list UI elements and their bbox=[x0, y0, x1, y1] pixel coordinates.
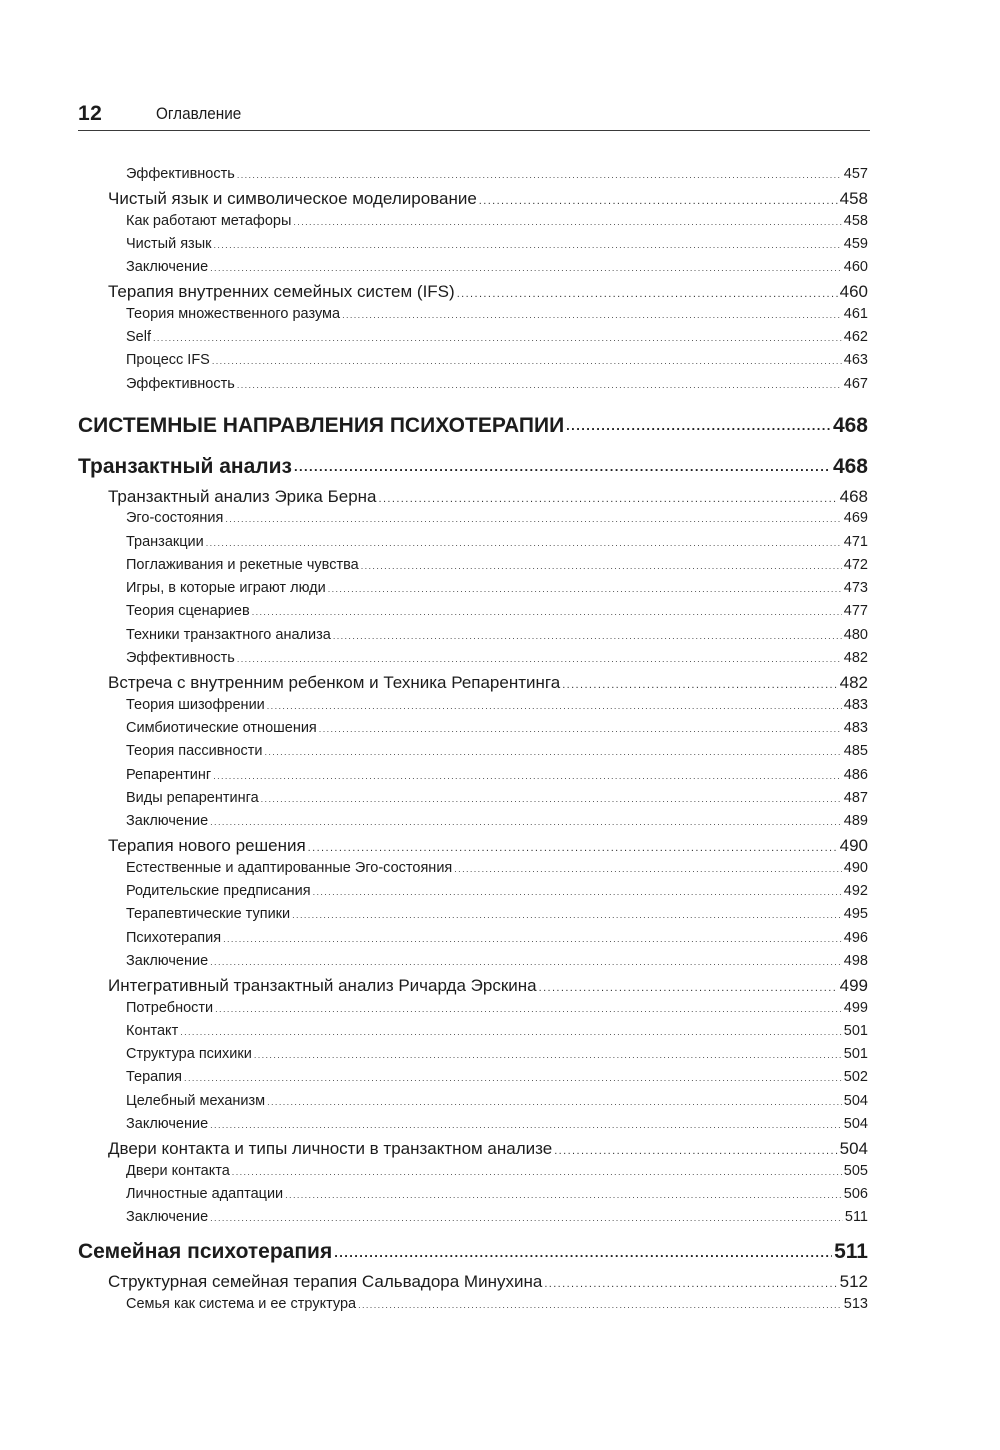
toc-entry-title: Чистый язык bbox=[126, 235, 212, 252]
toc-entry-title: Self bbox=[126, 329, 151, 346]
toc-entry-page: 472 bbox=[843, 556, 868, 573]
toc-entry[interactable] bbox=[78, 166, 868, 189]
dot-leader bbox=[252, 607, 842, 617]
dot-leader bbox=[554, 1145, 837, 1157]
toc-entry-title: Теория пассивности bbox=[126, 743, 263, 760]
toc-entry-page: 513 bbox=[843, 1295, 868, 1312]
toc-entry-page: 499 bbox=[839, 976, 868, 996]
toc-entry-page: 487 bbox=[843, 789, 868, 806]
toc-entry-title: Естественные и адаптированные Эго-состояния bbox=[126, 859, 453, 876]
toc-entry[interactable] bbox=[78, 1296, 868, 1319]
toc-entry-title: Игры, в которые играют люди bbox=[126, 580, 326, 597]
dot-leader bbox=[333, 631, 842, 641]
dot-leader bbox=[342, 310, 842, 320]
dot-leader bbox=[292, 910, 842, 920]
toc-entry[interactable] bbox=[78, 329, 868, 352]
toc-entry-title: Техники транзактного анализа bbox=[126, 626, 331, 643]
toc-entry-title: Интегративный транзактный анализ Ричарда Эрскина bbox=[108, 976, 537, 996]
toc-entry-page: 482 bbox=[839, 673, 868, 693]
toc-chapter-entry[interactable] bbox=[78, 447, 868, 487]
toc-entry[interactable] bbox=[78, 767, 868, 790]
toc-entry[interactable] bbox=[78, 1272, 868, 1295]
toc-entry-page: 499 bbox=[843, 999, 868, 1016]
toc-entry-page: 486 bbox=[843, 766, 868, 783]
toc-entry-title: Как работают метафоры bbox=[126, 212, 292, 229]
dot-leader bbox=[267, 701, 842, 711]
toc-entry-page: 468 bbox=[832, 413, 868, 437]
dot-leader bbox=[184, 1073, 842, 1083]
toc-entry-page: 495 bbox=[843, 906, 868, 923]
toc-entry-title: Транзактный анализ Эрика Берна bbox=[108, 486, 377, 506]
dot-leader bbox=[562, 679, 837, 691]
toc-entry[interactable] bbox=[78, 1163, 868, 1186]
toc-chapter-entry[interactable] bbox=[78, 1232, 868, 1272]
dot-leader bbox=[210, 263, 842, 273]
toc-entry-title: Контакт bbox=[126, 1022, 179, 1039]
toc-entry[interactable] bbox=[78, 1209, 868, 1232]
toc-entry[interactable] bbox=[78, 1000, 868, 1023]
toc-entry-page: 506 bbox=[843, 1185, 868, 1202]
dot-leader bbox=[213, 771, 842, 781]
toc-entry[interactable] bbox=[78, 720, 868, 743]
toc-entry-title: Заключение bbox=[126, 1115, 209, 1132]
toc-entry[interactable] bbox=[78, 1069, 868, 1092]
toc-entry-page: 458 bbox=[839, 189, 868, 209]
toc-entry-page: 471 bbox=[843, 533, 868, 550]
toc-entry-title: Виды репарентинга bbox=[126, 789, 259, 806]
toc-entry-title: Трaнзактный анализ bbox=[78, 454, 292, 478]
dot-leader bbox=[457, 288, 838, 300]
toc-entry-page: 457 bbox=[843, 166, 868, 182]
dot-leader bbox=[379, 493, 838, 505]
running-header bbox=[78, 100, 870, 131]
dot-leader bbox=[265, 747, 842, 757]
toc-entry[interactable] bbox=[78, 306, 868, 329]
toc-entry-title: Теория множественного разума bbox=[126, 305, 341, 322]
toc-entry[interactable] bbox=[78, 282, 868, 305]
toc-entry-page: 490 bbox=[843, 859, 868, 876]
toc-entry-title: Семейная психотерапия bbox=[78, 1240, 333, 1264]
toc-entry-title: Заключение bbox=[126, 1209, 209, 1226]
toc-entry-title: Эффективность bbox=[126, 375, 235, 392]
toc-entry[interactable] bbox=[78, 259, 868, 282]
toc-entry-page: 462 bbox=[843, 329, 868, 346]
dot-leader bbox=[334, 1245, 832, 1260]
dot-leader bbox=[308, 842, 838, 854]
toc-entry-page: 504 bbox=[843, 1115, 868, 1132]
toc-entry-title: Эго-состояния bbox=[126, 510, 224, 527]
toc-entry-title: Транзакции bbox=[126, 533, 204, 550]
dot-leader bbox=[319, 724, 842, 734]
toc-entry-page: 461 bbox=[843, 305, 868, 322]
dot-leader bbox=[544, 1278, 837, 1290]
toc-entry[interactable] bbox=[78, 930, 868, 953]
toc-entry[interactable] bbox=[78, 352, 868, 375]
toc-entry-page: 501 bbox=[843, 1022, 868, 1039]
dot-leader bbox=[285, 1190, 842, 1200]
toc-entry-title: Терапевтические тупики bbox=[126, 906, 291, 923]
toc-section-entry[interactable] bbox=[78, 405, 868, 447]
toc-entry[interactable] bbox=[78, 1046, 868, 1069]
toc-entry[interactable] bbox=[78, 487, 868, 510]
page-number: 12 bbox=[78, 102, 103, 125]
toc-entry-title: Теория сценариев bbox=[126, 603, 250, 620]
toc-entry-page: 473 bbox=[843, 580, 868, 597]
toc-entry-title: СИСТЕМНЫЕ НАПРАВЛЕНИЯ ПСИХОТЕРАПИИ bbox=[78, 413, 565, 437]
toc-entry-title: Чистый язык и символическое моделирование bbox=[108, 189, 477, 209]
dot-leader bbox=[539, 982, 838, 994]
dot-leader bbox=[566, 418, 831, 433]
toc-entry[interactable] bbox=[78, 1186, 868, 1209]
dot-leader bbox=[361, 561, 842, 571]
toc-entry-title: Встреча с внутренним ребенком и Техника Репарентинга bbox=[108, 673, 561, 693]
toc-entry[interactable] bbox=[78, 883, 868, 906]
dot-leader bbox=[232, 1167, 842, 1177]
dot-leader bbox=[313, 887, 842, 897]
toc-entry[interactable] bbox=[78, 1116, 868, 1139]
toc-entry-title: Эффективность bbox=[126, 166, 235, 182]
toc-entry-title: Теория шизофрении bbox=[126, 696, 265, 713]
toc-entry-title: Терапия bbox=[126, 1069, 183, 1086]
toc-entry-title: Семья как система и ее структура bbox=[126, 1295, 357, 1312]
dot-leader bbox=[225, 514, 841, 524]
dot-leader bbox=[206, 538, 842, 548]
toc-entry-page: 502 bbox=[843, 1069, 868, 1086]
dot-leader bbox=[358, 1300, 842, 1310]
toc-entry-title: Двери контакта bbox=[126, 1162, 230, 1179]
toc-entry-page: 468 bbox=[839, 486, 868, 506]
toc-entry-page: 477 bbox=[843, 603, 868, 620]
toc-entry-title: Целебный механизм bbox=[126, 1092, 266, 1109]
toc-entry[interactable] bbox=[78, 790, 868, 813]
toc-entry-page: 490 bbox=[839, 836, 868, 856]
toc-entry[interactable] bbox=[78, 860, 868, 883]
toc-entry-title: Личностные адаптации bbox=[126, 1185, 284, 1202]
toc-entry-page: 512 bbox=[839, 1272, 868, 1292]
toc-entry-page: 504 bbox=[839, 1139, 868, 1159]
toc-entry-page: 511 bbox=[834, 1240, 868, 1264]
toc-entry-page: 492 bbox=[843, 883, 868, 900]
dot-leader bbox=[293, 217, 841, 227]
dot-leader bbox=[254, 1050, 842, 1060]
dot-leader bbox=[237, 380, 842, 390]
toc-entry-page: 496 bbox=[843, 929, 868, 946]
toc-entry[interactable] bbox=[78, 189, 868, 212]
toc-entry[interactable] bbox=[78, 376, 868, 399]
toc-entry-page: 483 bbox=[843, 696, 868, 713]
toc-entry[interactable] bbox=[78, 603, 868, 626]
toc-entry-page: 468 bbox=[832, 454, 868, 478]
toc-entry-title: Репарентинг bbox=[126, 766, 212, 783]
toc-entry[interactable] bbox=[78, 836, 868, 859]
dot-leader bbox=[294, 459, 831, 474]
toc-entry[interactable] bbox=[78, 534, 868, 557]
toc-entry-title: Эффективность bbox=[126, 650, 235, 667]
toc-entry-page: 480 bbox=[843, 626, 868, 643]
dot-leader bbox=[180, 1027, 842, 1037]
toc-entry-page: 467 bbox=[843, 375, 868, 392]
toc-entry-page: 460 bbox=[843, 259, 868, 276]
dot-leader bbox=[267, 1097, 842, 1107]
toc-entry[interactable] bbox=[78, 697, 868, 720]
toc-entry-title: Симбиотические отношения bbox=[126, 719, 317, 736]
dot-leader bbox=[210, 957, 842, 967]
toc-entry-page: 459 bbox=[843, 235, 868, 252]
toc-entry-title: Двери контакта и типы личности в транзактном анализе bbox=[108, 1139, 553, 1159]
dot-leader bbox=[479, 195, 838, 207]
toc-entry[interactable] bbox=[78, 813, 868, 836]
dot-leader bbox=[237, 170, 842, 180]
dot-leader bbox=[223, 934, 842, 944]
toc-entry-title: Процесс IFS bbox=[126, 352, 210, 369]
toc-entry[interactable] bbox=[78, 650, 868, 673]
toc-entry-title: Структура психики bbox=[126, 1046, 252, 1063]
toc-entry-page: 460 bbox=[839, 282, 868, 302]
toc-entry-page: 482 bbox=[843, 650, 868, 667]
toc-entry-title: Заключение bbox=[126, 259, 209, 276]
dot-leader bbox=[328, 584, 842, 594]
toc-entry-page: 501 bbox=[843, 1046, 868, 1063]
toc-entry-page: 505 bbox=[843, 1162, 868, 1179]
toc-entry-title: Терапия внутренних семейных систем (IFS) bbox=[108, 282, 455, 302]
dot-leader bbox=[261, 794, 842, 804]
table-of-contents bbox=[78, 166, 868, 1319]
toc-entry[interactable] bbox=[78, 743, 868, 766]
toc-entry-title: Заключение bbox=[126, 813, 209, 830]
toc-entry-page: 458 bbox=[843, 212, 868, 229]
dot-leader bbox=[210, 1120, 842, 1130]
dot-leader bbox=[210, 1213, 843, 1223]
toc-entry-page: 485 bbox=[843, 743, 868, 760]
toc-entry-title: Психотерапия bbox=[126, 929, 222, 946]
toc-entry[interactable] bbox=[78, 236, 868, 259]
toc-entry-page: 469 bbox=[843, 510, 868, 527]
toc-entry[interactable] bbox=[78, 976, 868, 999]
toc-entry[interactable] bbox=[78, 213, 868, 236]
toc-entry[interactable] bbox=[78, 557, 868, 580]
dot-leader bbox=[212, 356, 842, 366]
toc-entry-page: 463 bbox=[843, 352, 868, 369]
toc-entry-title: Потребности bbox=[126, 999, 214, 1016]
toc-entry[interactable] bbox=[78, 510, 868, 533]
dot-leader bbox=[237, 654, 842, 664]
dot-leader bbox=[210, 817, 842, 827]
toc-entry[interactable] bbox=[78, 673, 868, 696]
toc-entry-title: Родительские предписания bbox=[126, 883, 311, 900]
toc-entry[interactable] bbox=[78, 1139, 868, 1162]
toc-entry[interactable] bbox=[78, 1093, 868, 1116]
dot-leader bbox=[153, 333, 842, 343]
toc-entry[interactable] bbox=[78, 580, 868, 603]
toc-entry[interactable] bbox=[78, 953, 868, 976]
toc-entry-page: 483 bbox=[843, 719, 868, 736]
toc-entry-title: Терапия нового решения bbox=[108, 836, 306, 856]
toc-entry-title: Заключение bbox=[126, 952, 209, 969]
toc-entry-page: 504 bbox=[843, 1092, 868, 1109]
toc-entry[interactable] bbox=[78, 627, 868, 650]
toc-entry-page: 498 bbox=[843, 952, 868, 969]
toc-entry-title: Поглаживания и рекетные чувства bbox=[126, 556, 359, 573]
dot-leader bbox=[213, 240, 841, 250]
toc-entry-page: 489 bbox=[843, 813, 868, 830]
toc-entry[interactable] bbox=[78, 906, 868, 929]
running-title: Оглавление bbox=[156, 104, 242, 123]
dot-leader bbox=[215, 1004, 842, 1014]
dot-leader bbox=[454, 864, 842, 874]
toc-entry-title: Структурная семейная терапия Сальвадора Минухина bbox=[108, 1272, 543, 1292]
toc-entry-page: 511 bbox=[844, 1209, 868, 1226]
toc-entry[interactable] bbox=[78, 1023, 868, 1046]
